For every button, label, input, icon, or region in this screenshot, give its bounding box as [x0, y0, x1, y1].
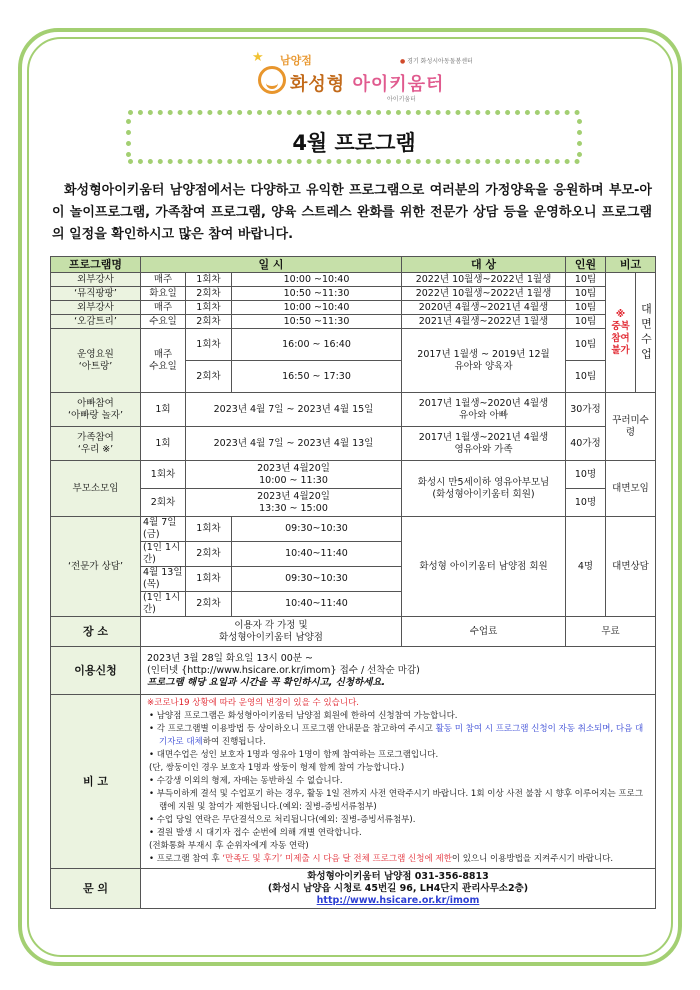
- cell: 1회차: [186, 273, 232, 287]
- table-row: [51, 301, 656, 315]
- dad-name1: 아빠참여: [77, 397, 114, 409]
- cell: 10명: [566, 489, 606, 517]
- cell: 10팀: [566, 301, 606, 315]
- cell: 10팀: [566, 329, 606, 361]
- note-covid: ※코로나19 상황에 따라 운영의 변경이 있을 수 있습니다.: [147, 698, 359, 708]
- cell: 2회차: [186, 542, 232, 567]
- cell: [51, 329, 141, 393]
- art-target1: 2017년 1월생 ~ 2019년 12월: [417, 348, 550, 360]
- logo-org: [400, 56, 473, 65]
- cell: ‘오감트리’: [51, 315, 141, 329]
- cell: 매주: [141, 301, 186, 315]
- note-item: [147, 853, 649, 866]
- logo-name-suffix: 아이키움터: [352, 74, 445, 95]
- art-freq2: 수요일: [149, 360, 177, 372]
- cell: 수요일: [141, 315, 186, 329]
- place-label: 장 소: [51, 617, 141, 647]
- cell: 2회차: [186, 361, 232, 393]
- cell: [402, 461, 566, 517]
- table-row: [51, 869, 656, 909]
- cell: 부모소모임: [51, 461, 141, 517]
- contact-label: 문 의: [51, 869, 141, 909]
- apply-l1: 2023년 3월 28일 화요일 13시 00분 ~: [147, 652, 313, 664]
- header-count: 인원: [566, 257, 606, 273]
- cell: 2회차: [186, 315, 232, 329]
- note-8b: ‘만족도 및 후기’ 미제출 시 다음 달 전체 프로그램 신청에 제한: [222, 854, 452, 864]
- note-item: • 수업 당일 연락은 무단결석으로 처리됩니다(예외: 질병-증빙서류첨부).: [149, 815, 416, 825]
- org-mark-icon: ●: [400, 58, 406, 65]
- place-v1: 이용자 각 가정 및: [234, 619, 308, 631]
- table-row: [51, 287, 656, 301]
- cell: 10:50 ~11:30: [232, 287, 402, 301]
- cell: [141, 329, 186, 393]
- cell: [51, 393, 141, 427]
- contact-l1: 화성형아이키움터 남양점 031-356-8813: [307, 870, 489, 882]
- contact-content: [141, 869, 656, 909]
- apply-content: [141, 647, 656, 695]
- intro-text: 화성형아이키움터 남양점에서는 다양하고 유익한 프로그램으로 여러분의 가정양육을 응원하며 부모-아이 놀이프로그램, 가족참여 프로그램, 양육 스트레스 완화를 위한 전문가 상담 등을 운영하오니 프로그램의 일정을 확인하시고 많은 참여 바랍니다.: [52, 183, 652, 242]
- table-row: [51, 329, 656, 361]
- program-table: [50, 256, 656, 909]
- note-8c: 이 있으니 이용방법을 지켜주시기 바랍니다.: [451, 854, 614, 864]
- logo-org-text: 경기 화성시아동돌봄센터: [407, 58, 473, 65]
- apply-l3: 프로그램 해당 요일과 시간을 꼭 확인하시고, 신청하세요.: [147, 676, 386, 688]
- cell: 10:50 ~11:30: [232, 315, 402, 329]
- note-item: • 남양점 프로그램은 화성형아이키움터 남양점 회원에 한하여 신청참여 가능합니다.: [149, 711, 458, 721]
- duplicate-note: [606, 273, 636, 393]
- title-box: [128, 110, 580, 164]
- cell: 매주: [141, 273, 186, 287]
- cell: (1인 1시간): [141, 542, 186, 567]
- note-8a: • 프로그램 참여 후: [149, 854, 223, 864]
- table-row: [51, 315, 656, 329]
- cell: 2021년 4월생~2022년 1월생: [402, 315, 566, 329]
- table-row: [51, 617, 656, 647]
- table-row: [51, 695, 656, 869]
- apply-label: 이용신청: [51, 647, 141, 695]
- cell: 4월 13일(목): [141, 567, 186, 592]
- cell: 대면모임: [606, 461, 656, 517]
- table-row: [51, 461, 656, 489]
- cell: [402, 329, 566, 393]
- fee-value: 무료: [566, 617, 656, 647]
- notes-label: 비 고: [51, 695, 141, 869]
- cell: [186, 489, 402, 517]
- family-target2: 영유아와 가족: [454, 443, 513, 455]
- face-class-note: 대면수업: [636, 273, 656, 393]
- notes-content: [141, 695, 656, 869]
- cell: 외부강사: [51, 273, 141, 287]
- cell: [402, 427, 566, 461]
- cell: 화성형 아이키움터 남양점 회원: [402, 517, 566, 617]
- cell: [141, 617, 402, 647]
- cell: [402, 393, 566, 427]
- note-item: [147, 723, 649, 749]
- table-row: [51, 427, 656, 461]
- logo-sub: 아이키움터: [387, 96, 416, 103]
- cell: 꾸러미수령: [606, 393, 656, 461]
- cell: 1회차: [186, 301, 232, 315]
- cell: 1회차: [186, 567, 232, 592]
- logo-name-prefix: 화성형: [290, 74, 346, 95]
- dad-target1: 2017년 1월생~2020년 4월생: [418, 397, 549, 409]
- cell: ‘뮤직팡팡’: [51, 287, 141, 301]
- page-title: 4월 프로그램: [292, 131, 416, 155]
- dad-target2: 유아와 아빠: [459, 409, 508, 421]
- cell: 10:40~11:40: [232, 542, 402, 567]
- cell: [51, 427, 141, 461]
- cell: 1회차: [186, 517, 232, 542]
- header-program: 프로그램명: [51, 257, 141, 273]
- note-item: (단, 쌍둥이인 경우 보호자 1명과 쌍둥이 형제 함께 참여 가능합니다.): [149, 763, 405, 773]
- cell: 외부강사: [51, 301, 141, 315]
- cell: 4월 7일(금): [141, 517, 186, 542]
- cell: 40가정: [566, 427, 606, 461]
- cell: 10:00 ~10:40: [232, 301, 402, 315]
- cell: 2023년 4월 7일 ~ 2023년 4월 15일: [186, 393, 402, 427]
- apply-l2: (인터넷 {http://www.hsicare.or.kr/imom} 접수 / 선착순 마감): [147, 664, 420, 676]
- dup-l1: 중복: [611, 320, 630, 332]
- cell: 1회: [141, 393, 186, 427]
- smile-icon: [258, 66, 286, 94]
- cell: 2022년 10월생~2022년 1월생: [402, 287, 566, 301]
- cell: 2023년 4월 7일 ~ 2023년 4월 13일: [186, 427, 402, 461]
- parent-target1: 화성시 만5세이하 영유아부모님: [417, 476, 550, 488]
- cell: 10팀: [566, 315, 606, 329]
- note-item: • 대면수업은 성인 보호자 1명과 영유아 1명이 함께 참여하는 프로그램입니다.: [149, 750, 439, 760]
- cell: 2회차: [186, 287, 232, 301]
- family-target1: 2017년 1월생~2021년 4월생: [418, 431, 549, 443]
- place-v2: 화성형아이키움터 남양점: [219, 631, 323, 643]
- contact-url-link[interactable]: http://www.hsicare.or.kr/imom: [316, 894, 480, 906]
- note-item: • 수강생 이외의 형제, 자매는 동반하실 수 없습니다.: [149, 776, 343, 786]
- note-2c: 하여 진행됩니다.: [202, 737, 266, 747]
- parent-d2: 2023년 4월20일: [257, 490, 330, 502]
- cell: 2회차: [141, 489, 186, 517]
- dup-l2: 참여: [611, 332, 630, 344]
- logo-branch: 남양점: [280, 54, 312, 67]
- cell: 30가정: [566, 393, 606, 427]
- header-target: 대 상: [402, 257, 566, 273]
- table-row: [51, 273, 656, 287]
- cell: 10명: [566, 461, 606, 489]
- cell: 10팀: [566, 287, 606, 301]
- star-icon: ★: [252, 50, 264, 65]
- logo-name: [290, 70, 444, 96]
- parent-t2: 13:30 ~ 15:00: [259, 502, 328, 514]
- cell: 2020년 4월생~2021년 4월생: [402, 301, 566, 315]
- cell: 10:40~11:40: [232, 592, 402, 617]
- cell: (1인 1시간): [141, 592, 186, 617]
- cell: 1회차: [186, 329, 232, 361]
- cell: 대면상담: [606, 517, 656, 617]
- dup-l3: 불가: [611, 344, 630, 356]
- header-note: 비고: [606, 257, 656, 273]
- parent-target2: (화성형아이키움터 회원): [432, 488, 535, 500]
- family-name1: 가족참여: [77, 431, 114, 443]
- note-2a: • 각 프로그램별 이용방법 등 상이하오니 프로그램 안내문을 참고하여 주시고: [149, 724, 436, 734]
- cell: 10팀: [566, 273, 606, 287]
- parent-t1: 10:00 ~ 11:30: [259, 474, 328, 486]
- art-target2: 유아와 양육자: [454, 360, 513, 372]
- parent-d1: 2023년 4월20일: [257, 462, 330, 474]
- art-freq1: 매주: [153, 348, 173, 360]
- cell: 1회: [141, 427, 186, 461]
- cell: 1회차: [141, 461, 186, 489]
- contact-l2: (화성시 남양읍 시청로 45번길 96, LH4단지 관리사무소2층): [267, 882, 529, 894]
- cell: ‘전문가 상담’: [51, 517, 141, 617]
- family-name2: ‘우리 ※’: [77, 443, 114, 455]
- art-name2: ‘아트랑’: [78, 360, 113, 372]
- fee-label: 수업료: [402, 617, 566, 647]
- table-row: [51, 647, 656, 695]
- cell: 09:30~10:30: [232, 517, 402, 542]
- cell: 2회차: [186, 592, 232, 617]
- cell: [186, 461, 402, 489]
- note-item: • 결원 발생 시 대기자 접수 순번에 의해 개별 연락합니다.: [149, 828, 362, 838]
- note-item: (전화통화 부재시 후 순위자에게 자동 연락): [149, 841, 309, 851]
- logo: [252, 50, 482, 104]
- table-row: [51, 489, 656, 517]
- cell: 4명: [566, 517, 606, 617]
- cell: 2022년 10월생~2022년 1월생: [402, 273, 566, 287]
- art-name1: 운영요원: [77, 348, 114, 360]
- cell: 16:50 ~ 17:30: [232, 361, 402, 393]
- dup-mark: ※: [615, 308, 626, 320]
- cell: 10:00 ~10:40: [232, 273, 402, 287]
- note-2b: 활동 미 참여 시 프로그램 신청이 자동 취소되며, 다음 대기자로 대체: [159, 724, 644, 747]
- cell: 화요일: [141, 287, 186, 301]
- dad-name2: ‘아빠랑 놀자’: [68, 409, 123, 421]
- header-schedule: 일 시: [141, 257, 402, 273]
- cell: 16:00 ~ 16:40: [232, 329, 402, 361]
- table-row: [51, 517, 656, 542]
- cell: 10팀: [566, 361, 606, 393]
- header-row: [51, 257, 656, 273]
- table-row: [51, 393, 656, 427]
- cell: 09:30~10:30: [232, 567, 402, 592]
- note-item: • 부득이하게 결석 및 수업포기 하는 경우, 활동 1일 전까지 사전 연락주시기 바랍니다. 1회 이상 사전 불참 시 향후 이루어지는 프로그램에 지원 및 참여가 제한됩니다.(예외: 질병-증빙서류첨부): [149, 789, 644, 812]
